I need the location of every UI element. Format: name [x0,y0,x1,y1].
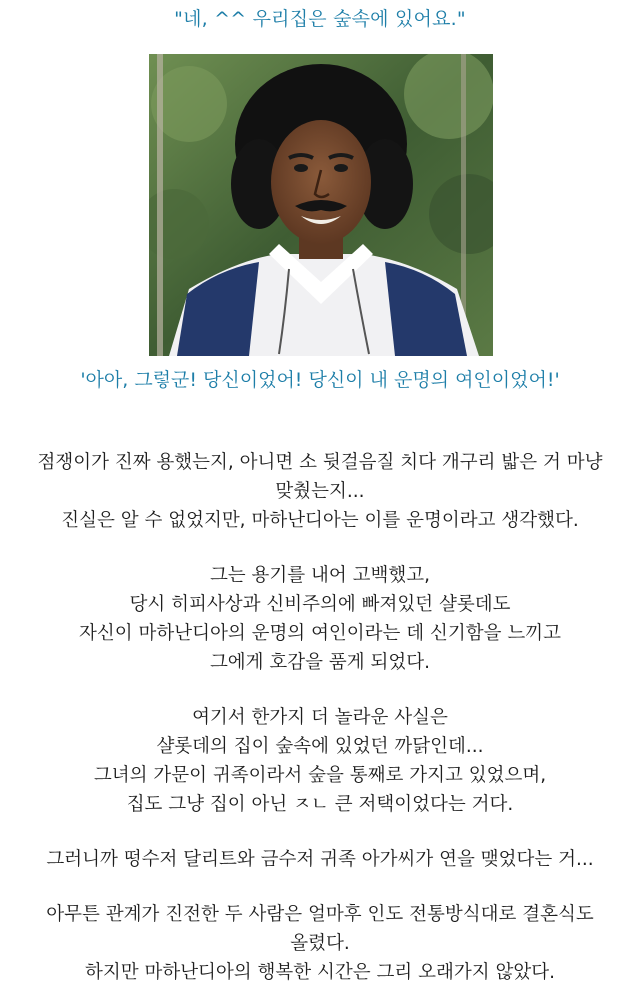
text-line: 아무튼 관계가 진전한 두 사람은 얼마후 인도 전통방식대로 결혼식도 [46,904,594,925]
text-line: 진실은 알 수 없었지만, 마하난디아는 이를 운명이라고 생각했다. [61,510,579,531]
portrait-illustration [149,54,493,356]
text-line: 하지만 마하난디아의 행복한 시간은 그리 오래가지 않았다. [84,962,556,983]
text-line: 맞췄는지... [275,481,365,502]
text-line: 올렸다. [290,933,350,954]
text-line: 당시 히피사상과 신비주의에 빠져있던 샬롯데도 [129,594,511,615]
text-line: 샬롯데의 집이 숲속에 있었던 까닭인데... [156,736,484,757]
text-line: 자신이 마하난디아의 운명의 여인이라는 데 신기함을 느끼고 [78,623,562,644]
middle-quote: '아아, 그렇군! 당신이었어! 당신이 내 운명의 여인이었어!' [80,369,560,391]
paragraph-3 [10,703,630,819]
paragraph-2 [10,561,630,677]
text-line: 점쟁이가 진짜 용했는지, 아니면 소 뒷걸음질 치다 개구리 밟은 거 마냥 [37,452,603,473]
paragraph-1 [10,448,630,535]
text-line: 그녀의 가문이 귀족이라서 숲을 통째로 가지고 있었으며, [93,765,547,786]
story-text [10,448,630,988]
text-line: 집도 그냥 집이 아닌 ㅈㄴ 큰 저택이었다는 거다. [126,794,514,815]
text-line: 그에게 호감을 품게 되었다. [209,652,431,673]
portrait-photo [149,54,493,356]
top-quote: "네, ^^ 우리집은 숲속에 있어요." [174,8,466,30]
paragraph-4 [10,845,630,874]
text-line: 그러니까 떵수저 달리트와 금수저 귀족 아가씨가 연을 맺었다는 거... [46,849,594,870]
text-line: 그는 용기를 내어 고백했고, [209,565,431,586]
text-line: 여기서 한가지 더 놀라운 사실은 [192,707,448,728]
paragraph-5 [10,900,630,987]
